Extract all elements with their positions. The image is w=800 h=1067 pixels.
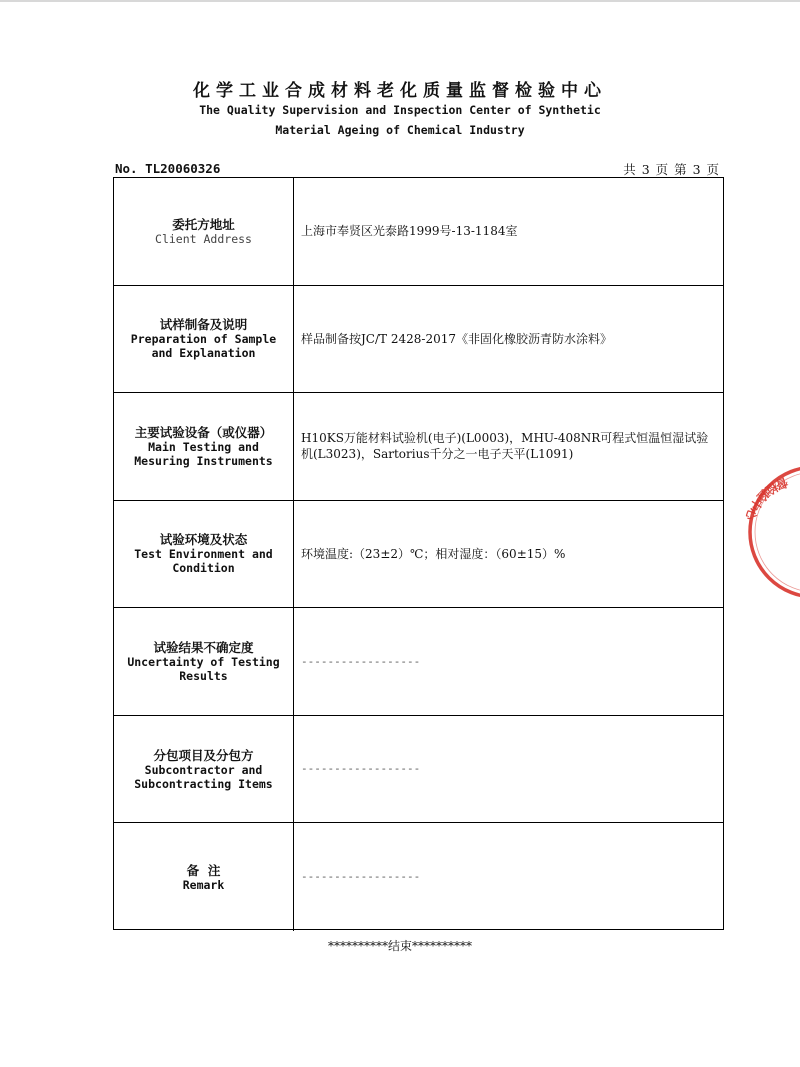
seal-graphic xyxy=(740,462,800,602)
label-chinese: 试样制备及说明 xyxy=(159,317,248,333)
table-row-client-address xyxy=(114,178,723,286)
table-row-sample-preparation xyxy=(114,286,723,394)
row-label xyxy=(114,716,294,823)
label-english: Remark xyxy=(182,877,225,892)
label-english: Uncertainty of Testing Results xyxy=(127,655,280,684)
table-row-remark xyxy=(114,823,723,931)
row-label xyxy=(114,286,294,393)
report-table xyxy=(113,177,724,930)
label-english: Test Environment and Condition xyxy=(134,547,273,576)
row-value: H10KS万能材料试验机(电子)(L0003)，MHU-408NR可程式恒温恒湿试验机(L3023)，Sartorius千分之一电子天平(L1091) xyxy=(301,431,709,462)
label-chinese: 试验结果不确定度 xyxy=(153,640,254,656)
row-value: 样品制备按JC/T 2428-2017《非固化橡胶沥青防水涂料》 xyxy=(301,331,612,346)
empty-value-dashes: ------------------ xyxy=(301,870,421,884)
seal-text: 督检验中心 xyxy=(742,474,790,523)
end-of-report-mark: **********结束********** xyxy=(327,939,472,953)
red-seal-stamp xyxy=(740,462,800,602)
label-chinese: 备 注 xyxy=(186,862,221,878)
table-row-uncertainty xyxy=(114,608,723,716)
row-label xyxy=(114,501,294,608)
page-indicator: 共 3 页 第 3 页 xyxy=(623,162,720,177)
label-chinese: 分包项目及分包方 xyxy=(153,747,254,763)
label-english: Subcontractor and Subcontracting Items xyxy=(134,762,273,791)
label-chinese: 试验环境及状态 xyxy=(159,532,248,548)
top-border-line xyxy=(0,0,800,2)
row-value: 环境温度:（23±2）℃；相对湿度：（60±15）% xyxy=(301,546,566,561)
table-row-instruments xyxy=(114,393,723,501)
empty-value-dashes: ------------------ xyxy=(301,654,421,668)
row-value xyxy=(294,716,723,823)
svg-text:督检验中心 xyxy=(742,475,790,524)
center-title-chinese: 化学工业合成材料老化质量监督检验中心 xyxy=(193,81,607,101)
row-label xyxy=(114,608,294,715)
row-value: 上海市奉贤区光泰路1999号-13-1184室 xyxy=(301,224,518,239)
label-chinese: 主要试验设备（或仪器） xyxy=(134,424,273,440)
row-label xyxy=(114,178,294,285)
table-row-test-environment xyxy=(114,501,723,609)
row-value xyxy=(294,608,723,715)
label-english: Preparation of Sample and Explanation xyxy=(130,332,277,361)
row-label xyxy=(114,823,294,931)
report-number: No. TL20060326 xyxy=(115,161,221,176)
label-english: Client Address xyxy=(155,231,252,246)
row-value xyxy=(294,823,723,931)
table-row-subcontracting xyxy=(114,716,723,824)
label-chinese: 委托方地址 xyxy=(172,216,235,232)
label-english: Main Testing and Mesuring Instruments xyxy=(134,439,273,468)
row-label xyxy=(114,393,294,500)
center-title-english-line1: The Quality Supervision and Inspection Center of Synthetic xyxy=(199,103,601,117)
empty-value-dashes: ------------------ xyxy=(301,762,421,776)
center-title-english-line2: Material Ageing of Chemical Industry xyxy=(275,123,525,137)
